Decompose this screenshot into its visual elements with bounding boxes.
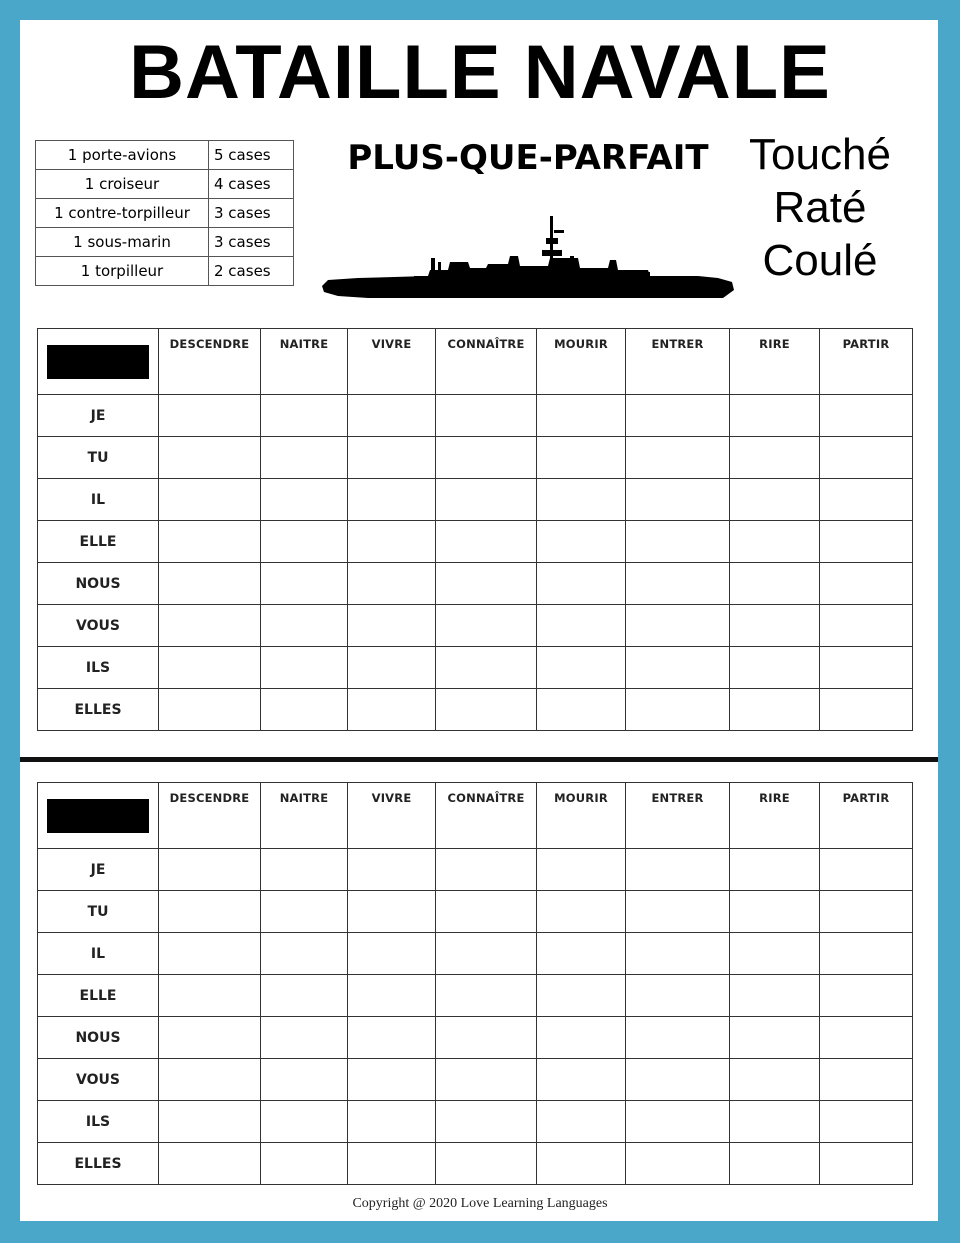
grid-cell[interactable] — [537, 975, 626, 1017]
grid-cell[interactable] — [537, 1143, 626, 1185]
verb-header: MOURIR — [537, 783, 626, 849]
pronoun-label: ELLES — [38, 689, 159, 731]
verb-header: PARTIR — [820, 783, 913, 849]
legend-miss: Raté — [773, 183, 867, 232]
grid-cell[interactable] — [261, 479, 348, 521]
grid-cell[interactable] — [730, 689, 820, 731]
verb-header: ENTRER — [626, 329, 730, 395]
ship-size: 5 cases — [209, 141, 294, 170]
pronoun-label: JE — [38, 849, 159, 891]
fleet-row — [36, 170, 294, 199]
grid-row — [38, 1017, 913, 1059]
grid-cell[interactable] — [537, 563, 626, 605]
verb-header: DESCENDRE — [159, 783, 261, 849]
grid-cell[interactable] — [626, 479, 730, 521]
fleet-row — [36, 199, 294, 228]
grid-cell[interactable] — [820, 521, 913, 563]
grid-cell[interactable] — [537, 605, 626, 647]
grid-cell[interactable] — [348, 1017, 436, 1059]
grid-cell[interactable] — [537, 1017, 626, 1059]
grid-cell[interactable] — [159, 1017, 261, 1059]
verb-header: VIVRE — [348, 783, 436, 849]
ship-size: 4 cases — [209, 170, 294, 199]
grid-cell[interactable] — [730, 849, 820, 891]
fleet-row — [36, 257, 294, 286]
grid-cell[interactable] — [159, 479, 261, 521]
verb-header: MOURIR — [537, 329, 626, 395]
grid-cell[interactable] — [436, 1017, 537, 1059]
grid-cell[interactable] — [626, 605, 730, 647]
pronoun-label: IL — [38, 933, 159, 975]
grid-cell[interactable] — [436, 479, 537, 521]
ship-name: 1 porte-avions — [36, 141, 209, 170]
grid-cell[interactable] — [348, 1143, 436, 1185]
grid-cell[interactable] — [820, 605, 913, 647]
legend-hit: Touché — [749, 130, 891, 179]
grid-cell[interactable] — [436, 933, 537, 975]
grid-cell[interactable] — [348, 1059, 436, 1101]
grid-cell[interactable] — [159, 521, 261, 563]
grid-cell[interactable] — [436, 1059, 537, 1101]
grid-row — [38, 605, 913, 647]
pronoun-label: VOUS — [38, 605, 159, 647]
grid-cell[interactable] — [820, 849, 913, 891]
fleet-row — [36, 228, 294, 257]
grid-cell[interactable] — [730, 521, 820, 563]
grid-cell[interactable] — [159, 605, 261, 647]
grid-cell[interactable] — [626, 563, 730, 605]
pronoun-label: JE — [38, 395, 159, 437]
grid-cell[interactable] — [348, 521, 436, 563]
grid-cell[interactable] — [820, 647, 913, 689]
grid-cell[interactable] — [730, 395, 820, 437]
grid-cell[interactable] — [820, 1143, 913, 1185]
grid-cell[interactable] — [261, 891, 348, 933]
grid-row — [38, 933, 913, 975]
grid-cell[interactable] — [261, 1059, 348, 1101]
pronoun-label: NOUS — [38, 563, 159, 605]
grid-cell[interactable] — [436, 891, 537, 933]
grid-corner — [38, 329, 159, 395]
pronoun-label: VOUS — [38, 1059, 159, 1101]
legend-sunk: Coulé — [762, 236, 878, 285]
verb-header: ENTRER — [626, 783, 730, 849]
grid-header-row — [38, 783, 913, 849]
grid-cell[interactable] — [537, 933, 626, 975]
grid-cell[interactable] — [730, 479, 820, 521]
black-box — [47, 345, 149, 379]
grid-cell[interactable] — [436, 1143, 537, 1185]
grid-cell[interactable] — [159, 395, 261, 437]
grid-cell[interactable] — [261, 521, 348, 563]
grid-cell[interactable] — [820, 437, 913, 479]
grid-cell[interactable] — [159, 689, 261, 731]
grid-cell[interactable] — [261, 395, 348, 437]
grid-cell[interactable] — [159, 975, 261, 1017]
grid-cell[interactable] — [626, 1101, 730, 1143]
grid-cell[interactable] — [537, 1101, 626, 1143]
grid-cell[interactable] — [730, 563, 820, 605]
grid-cell[interactable] — [537, 395, 626, 437]
verb-header: NAITRE — [261, 783, 348, 849]
hit-legend — [745, 128, 895, 287]
grid-cell[interactable] — [820, 1101, 913, 1143]
grid-row — [38, 395, 913, 437]
grid-cell[interactable] — [348, 849, 436, 891]
grid-cell[interactable] — [159, 647, 261, 689]
grid-cell[interactable] — [626, 933, 730, 975]
grid-row — [38, 521, 913, 563]
tense-subtitle: PLUS-QUE-PARFAIT — [347, 138, 709, 178]
grid-cell[interactable] — [159, 933, 261, 975]
grid-cell[interactable] — [436, 975, 537, 1017]
grid-cell[interactable] — [537, 437, 626, 479]
grid-cell[interactable] — [159, 563, 261, 605]
ship-name: 1 contre-torpilleur — [36, 199, 209, 228]
grid-cell[interactable] — [820, 975, 913, 1017]
grid-cell[interactable] — [730, 1059, 820, 1101]
grid-row — [38, 1143, 913, 1185]
grid-cell[interactable] — [626, 849, 730, 891]
fleet-table — [35, 140, 294, 286]
grid-row — [38, 849, 913, 891]
grid-cell[interactable] — [730, 891, 820, 933]
pronoun-label: TU — [38, 437, 159, 479]
battleship-grid — [37, 328, 913, 731]
grid-cell[interactable] — [730, 1143, 820, 1185]
verb-header: CONNAÎTRE — [436, 783, 537, 849]
grid-cell[interactable] — [348, 437, 436, 479]
grid-cell[interactable] — [730, 647, 820, 689]
grid-cell[interactable] — [537, 1059, 626, 1101]
grid-cell[interactable] — [159, 1059, 261, 1101]
verb-header: CONNAÎTRE — [436, 329, 537, 395]
grid-cell[interactable] — [348, 975, 436, 1017]
grid-cell[interactable] — [436, 1101, 537, 1143]
grid-cell[interactable] — [730, 933, 820, 975]
ship-size: 3 cases — [209, 199, 294, 228]
grid-cell[interactable] — [820, 1059, 913, 1101]
grid-cell[interactable] — [348, 933, 436, 975]
grid-cell[interactable] — [261, 605, 348, 647]
grid-cell[interactable] — [537, 479, 626, 521]
copyright-notice: Copyright @ 2020 Love Learning Languages — [352, 1196, 608, 1211]
grid-cell[interactable] — [820, 891, 913, 933]
grid-cell[interactable] — [626, 1017, 730, 1059]
pronoun-label: ILS — [38, 1101, 159, 1143]
grid-cell[interactable] — [537, 849, 626, 891]
grid-cell[interactable] — [730, 605, 820, 647]
pronoun-label: TU — [38, 891, 159, 933]
grid-cell[interactable] — [436, 437, 537, 479]
grid-cell[interactable] — [537, 689, 626, 731]
page-title: BATAILLE NAVALE — [129, 30, 831, 115]
grid-cell[interactable] — [261, 1101, 348, 1143]
grid-cell[interactable] — [820, 479, 913, 521]
grid-cell[interactable] — [820, 1017, 913, 1059]
grid-cell[interactable] — [261, 437, 348, 479]
grid-cell[interactable] — [348, 563, 436, 605]
grid-cell[interactable] — [537, 647, 626, 689]
grid-cell[interactable] — [820, 563, 913, 605]
grid-cell[interactable] — [626, 437, 730, 479]
grid-cell[interactable] — [159, 437, 261, 479]
fleet-row — [36, 141, 294, 170]
grid-cell[interactable] — [730, 1017, 820, 1059]
grid-cell[interactable] — [436, 605, 537, 647]
ship-name: 1 croiseur — [36, 170, 209, 199]
grid-row — [38, 437, 913, 479]
verb-header: RIRE — [730, 329, 820, 395]
grid-row — [38, 1101, 913, 1143]
ship-size: 2 cases — [209, 257, 294, 286]
grid-corner — [38, 783, 159, 849]
grid-cell[interactable] — [261, 1143, 348, 1185]
grid-cell[interactable] — [159, 1101, 261, 1143]
ship-size: 3 cases — [209, 228, 294, 257]
grid-cell[interactable] — [820, 395, 913, 437]
grid-cell[interactable] — [730, 1101, 820, 1143]
grid-cell[interactable] — [436, 563, 537, 605]
verb-header: VIVRE — [348, 329, 436, 395]
ship-name: 1 torpilleur — [36, 257, 209, 286]
grid-cell[interactable] — [626, 689, 730, 731]
battleship-grid — [37, 782, 913, 1185]
grid-cell[interactable] — [626, 521, 730, 563]
verb-header: DESCENDRE — [159, 329, 261, 395]
pronoun-label: ILS — [38, 647, 159, 689]
pronoun-label: ELLES — [38, 1143, 159, 1185]
pronoun-label: ELLE — [38, 521, 159, 563]
grid-cell[interactable] — [626, 647, 730, 689]
grid-cell[interactable] — [626, 975, 730, 1017]
grid-cell[interactable] — [159, 849, 261, 891]
pronoun-label: ELLE — [38, 975, 159, 1017]
grid-cell[interactable] — [261, 1017, 348, 1059]
grid-row — [38, 563, 913, 605]
grid-cell[interactable] — [348, 479, 436, 521]
grid-cell[interactable] — [436, 395, 537, 437]
grid-cell[interactable] — [537, 521, 626, 563]
grid-cell[interactable] — [626, 1059, 730, 1101]
battleship-silhouette-icon — [318, 210, 738, 305]
grid-header-row — [38, 329, 913, 395]
grid-cell[interactable] — [261, 849, 348, 891]
grid-cell[interactable] — [159, 891, 261, 933]
grid-cell[interactable] — [348, 891, 436, 933]
grid-row — [38, 689, 913, 731]
pronoun-label: IL — [38, 479, 159, 521]
grid-row — [38, 479, 913, 521]
grid-cell[interactable] — [348, 395, 436, 437]
grid-cell[interactable] — [348, 1101, 436, 1143]
grid-cell[interactable] — [436, 689, 537, 731]
grid-cell[interactable] — [436, 849, 537, 891]
grid-cell[interactable] — [261, 563, 348, 605]
grid-cell[interactable] — [730, 975, 820, 1017]
grid-cell[interactable] — [436, 521, 537, 563]
grid-row — [38, 891, 913, 933]
verb-header: PARTIR — [820, 329, 913, 395]
verb-header: NAITRE — [261, 329, 348, 395]
grid-cell[interactable] — [159, 1143, 261, 1185]
grid-cell[interactable] — [261, 975, 348, 1017]
grid-cell[interactable] — [730, 437, 820, 479]
grid-row — [38, 975, 913, 1017]
pronoun-label: NOUS — [38, 1017, 159, 1059]
grid-cell[interactable] — [626, 395, 730, 437]
grid-cell[interactable] — [436, 647, 537, 689]
grid-cell[interactable] — [348, 689, 436, 731]
grid-cell[interactable] — [537, 891, 626, 933]
grid-cell[interactable] — [820, 933, 913, 975]
grid-cell[interactable] — [348, 605, 436, 647]
grid-cell[interactable] — [261, 689, 348, 731]
verb-header: RIRE — [730, 783, 820, 849]
ship-name: 1 sous-marin — [36, 228, 209, 257]
black-box — [47, 799, 149, 833]
grid-row — [38, 1059, 913, 1101]
grid-row — [38, 647, 913, 689]
grid-cell[interactable] — [348, 647, 436, 689]
grid-cell[interactable] — [261, 647, 348, 689]
grid-cell[interactable] — [261, 933, 348, 975]
grid-cell[interactable] — [626, 1143, 730, 1185]
grid-cell[interactable] — [820, 689, 913, 731]
grid-cell[interactable] — [626, 891, 730, 933]
